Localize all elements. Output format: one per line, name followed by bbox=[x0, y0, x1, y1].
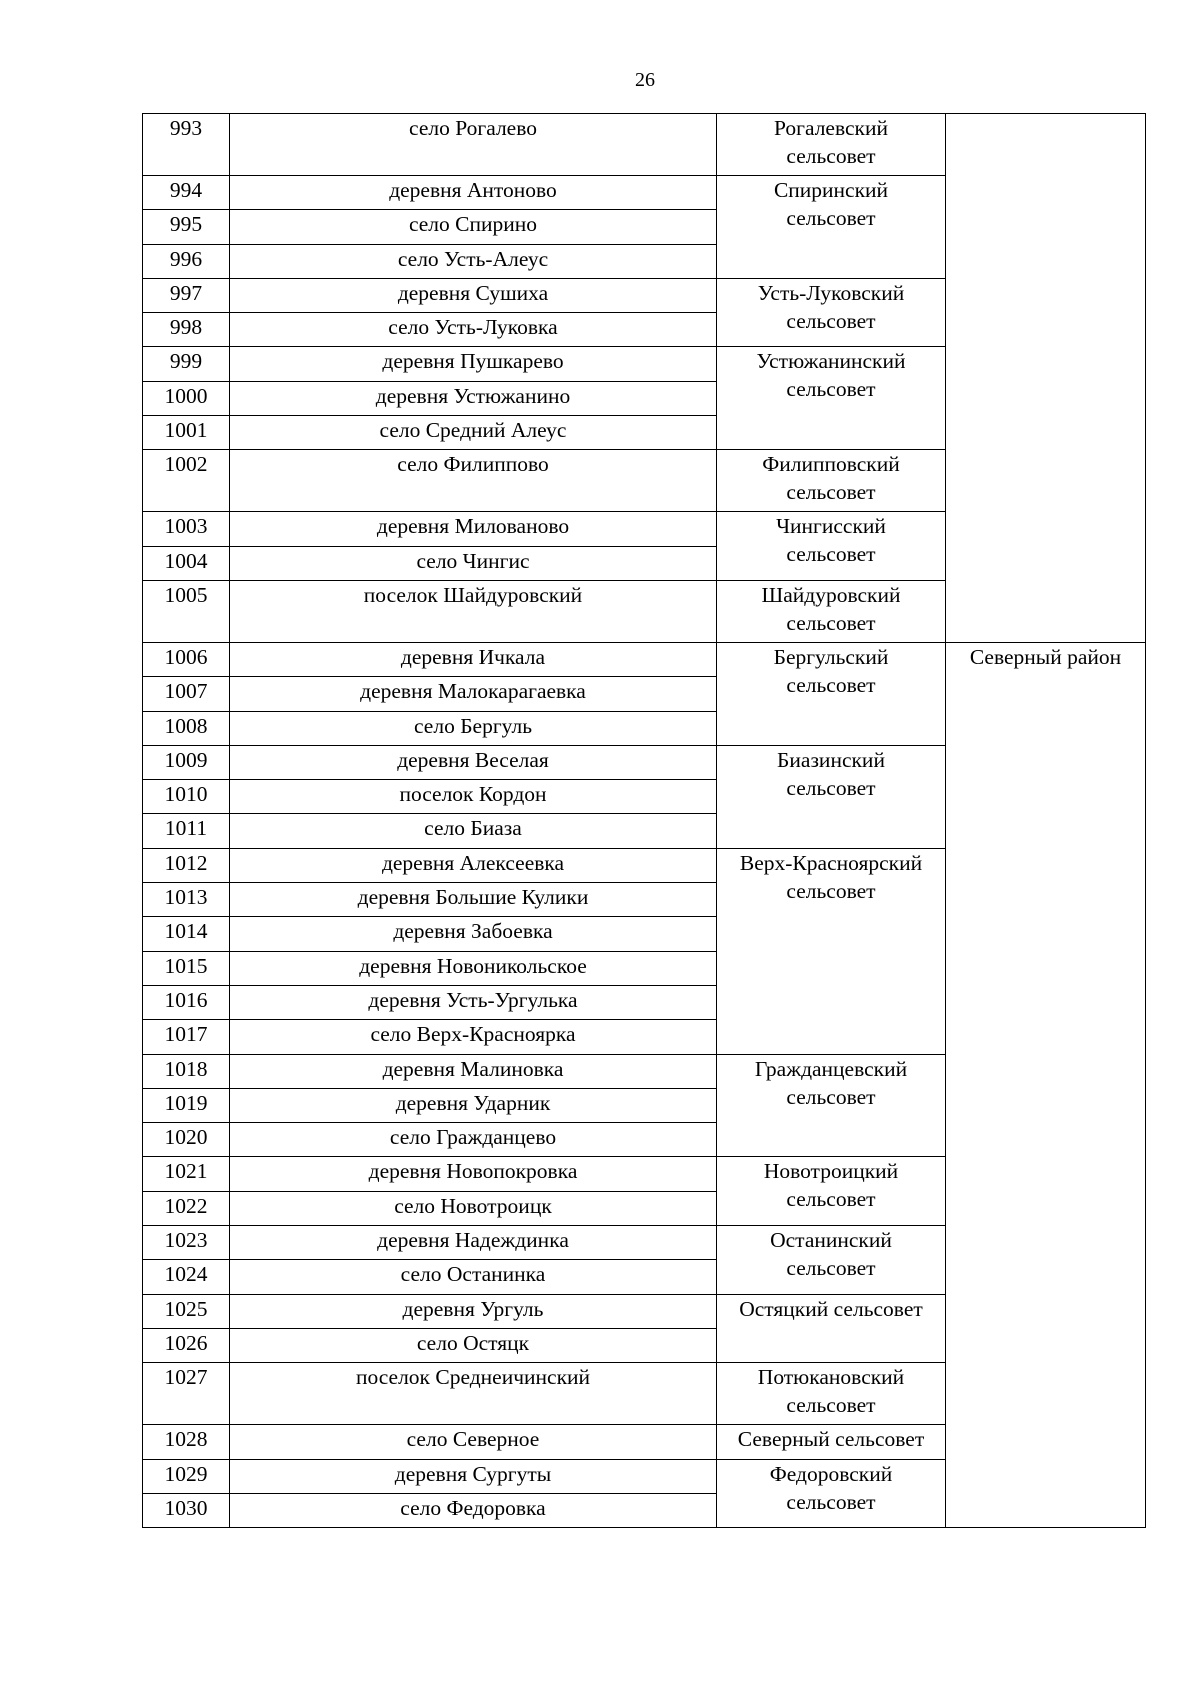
row-number: 1019 bbox=[143, 1088, 230, 1122]
council-suffix: сельсовет bbox=[786, 775, 876, 800]
council-name: Биазинский bbox=[777, 747, 885, 772]
row-number: 1027 bbox=[143, 1363, 230, 1425]
settlement-name: деревня Малокарагаевка bbox=[230, 677, 717, 711]
settlement-name: село Биаза bbox=[230, 814, 717, 848]
page-number: 26 bbox=[635, 69, 655, 91]
council-name: Остяцкий сельсовет bbox=[739, 1296, 923, 1321]
council-name: Усть-Луковский bbox=[757, 280, 905, 305]
settlement-name: деревня Ударник bbox=[230, 1088, 717, 1122]
settlement-name: село Гражданцево bbox=[230, 1123, 717, 1157]
row-number: 1028 bbox=[143, 1425, 230, 1459]
row-number: 1004 bbox=[143, 546, 230, 580]
council-suffix: сельсовет bbox=[786, 878, 876, 903]
settlement-name: деревня Надеждинка bbox=[230, 1226, 717, 1260]
village-council bbox=[717, 176, 946, 279]
row-number: 1017 bbox=[143, 1020, 230, 1054]
village-council bbox=[717, 1459, 946, 1528]
council-suffix: сельсовет bbox=[786, 377, 876, 402]
row-number: 1009 bbox=[143, 745, 230, 779]
settlement-name: деревня Ургуль bbox=[230, 1294, 717, 1328]
settlement-name: деревня Малиновка bbox=[230, 1054, 717, 1088]
row-number: 1024 bbox=[143, 1260, 230, 1294]
settlement-name: деревня Алексеевка bbox=[230, 848, 717, 882]
row-number: 1008 bbox=[143, 711, 230, 745]
settlement-name: поселок Шайдуровский bbox=[230, 580, 717, 642]
council-suffix: сельсовет bbox=[786, 480, 876, 505]
settlement-name: село Рогалево bbox=[230, 114, 717, 176]
settlement-name: село Бергуль bbox=[230, 711, 717, 745]
council-suffix: сельсовет bbox=[786, 1084, 876, 1109]
row-number: 1023 bbox=[143, 1226, 230, 1260]
council-name: Филипповский bbox=[762, 452, 900, 477]
settlement-name: деревня Новопокровка bbox=[230, 1157, 717, 1191]
village-council bbox=[717, 1054, 946, 1157]
settlement-name: деревня Сургуты bbox=[230, 1459, 717, 1493]
row-number: 1002 bbox=[143, 450, 230, 512]
council-name: Останинский bbox=[770, 1228, 892, 1253]
row-number: 1000 bbox=[143, 381, 230, 415]
council-suffix: сельсовет bbox=[786, 610, 876, 635]
council-name: Шайдуровский bbox=[761, 582, 901, 607]
district-cell: Северный район bbox=[946, 642, 1146, 1527]
row-number: 998 bbox=[143, 313, 230, 347]
district-cell bbox=[946, 114, 1146, 643]
settlement-name: село Останинка bbox=[230, 1260, 717, 1294]
village-council bbox=[717, 1425, 946, 1459]
council-name: Новотроицкий bbox=[763, 1159, 899, 1184]
row-number: 1021 bbox=[143, 1157, 230, 1191]
row-number: 1030 bbox=[143, 1493, 230, 1527]
council-name: Бергульский bbox=[773, 644, 889, 669]
council-name: Северный сельсовет bbox=[737, 1427, 925, 1452]
row-number: 1013 bbox=[143, 883, 230, 917]
council-name: Верх-Красноярский bbox=[739, 850, 923, 875]
settlement-name: деревня Пушкарево bbox=[230, 347, 717, 381]
council-name: Потюкановский bbox=[757, 1365, 905, 1390]
row-number: 1022 bbox=[143, 1191, 230, 1225]
row-number: 1025 bbox=[143, 1294, 230, 1328]
settlement-name: село Филиппово bbox=[230, 450, 717, 512]
council-suffix: сельсовет bbox=[786, 1256, 876, 1281]
settlement-name: деревня Милованово bbox=[230, 512, 717, 546]
row-number: 994 bbox=[143, 176, 230, 210]
row-number: 1005 bbox=[143, 580, 230, 642]
row-number: 1015 bbox=[143, 951, 230, 985]
row-number: 1016 bbox=[143, 985, 230, 1019]
row-number: 1006 bbox=[143, 642, 230, 676]
settlement-name: деревня Забоевка bbox=[230, 917, 717, 951]
row-number: 1010 bbox=[143, 780, 230, 814]
council-name: Рогалевский bbox=[773, 116, 889, 140]
settlements-table bbox=[142, 113, 1146, 1528]
row-number: 1007 bbox=[143, 677, 230, 711]
council-suffix: сельсовет bbox=[786, 1393, 876, 1418]
settlement-name: село Чингис bbox=[230, 546, 717, 580]
council-suffix: сельсовет bbox=[786, 206, 876, 230]
council-name: Федоровский bbox=[769, 1461, 893, 1486]
village-council bbox=[717, 642, 946, 745]
row-number: 1026 bbox=[143, 1328, 230, 1362]
village-council bbox=[717, 1363, 946, 1425]
row-number: 1029 bbox=[143, 1459, 230, 1493]
settlement-name: село Федоровка bbox=[230, 1493, 717, 1527]
row-number: 1018 bbox=[143, 1054, 230, 1088]
row-number: 1020 bbox=[143, 1123, 230, 1157]
settlement-name: деревня Усть-Ургулька bbox=[230, 985, 717, 1019]
settlement-name: деревня Новоникольское bbox=[230, 951, 717, 985]
table-row bbox=[143, 642, 1146, 676]
council-suffix: сельсовет bbox=[786, 1489, 876, 1514]
village-council bbox=[717, 1226, 946, 1295]
village-council bbox=[717, 580, 946, 642]
settlement-name: деревня Веселая bbox=[230, 745, 717, 779]
row-number: 1011 bbox=[143, 814, 230, 848]
village-council bbox=[717, 278, 946, 347]
council-name: Устюжанинский bbox=[756, 349, 906, 374]
row-number: 1001 bbox=[143, 416, 230, 450]
settlement-name: деревня Устюжанино bbox=[230, 381, 717, 415]
council-suffix: сельсовет bbox=[786, 672, 876, 697]
village-council bbox=[717, 1294, 946, 1363]
settlement-name: деревня Сушиха bbox=[230, 278, 717, 312]
village-council bbox=[717, 1157, 946, 1226]
settlement-name: село Спирино bbox=[230, 210, 717, 244]
settlement-name: село Новотроицк bbox=[230, 1191, 717, 1225]
settlement-name: село Остяцк bbox=[230, 1328, 717, 1362]
village-council bbox=[717, 114, 946, 176]
council-name: Спиринский bbox=[773, 178, 889, 202]
settlement-name: село Усть-Луковка bbox=[230, 313, 717, 347]
row-number: 999 bbox=[143, 347, 230, 381]
council-suffix: сельсовет bbox=[786, 144, 876, 168]
table-row bbox=[143, 114, 1146, 176]
village-council bbox=[717, 512, 946, 581]
settlement-name: село Северное bbox=[230, 1425, 717, 1459]
council-name: Чингисский bbox=[776, 514, 886, 539]
council-suffix: сельсовет bbox=[786, 1187, 876, 1212]
settlement-name: село Средний Алеус bbox=[230, 416, 717, 450]
row-number: 995 bbox=[143, 210, 230, 244]
row-number: 996 bbox=[143, 244, 230, 278]
settlement-name: село Усть-Алеус bbox=[230, 244, 717, 278]
settlement-name: деревня Большие Кулики bbox=[230, 883, 717, 917]
village-council bbox=[717, 450, 946, 512]
row-number: 1012 bbox=[143, 848, 230, 882]
settlement-name: село Верх-Красноярка bbox=[230, 1020, 717, 1054]
village-council bbox=[717, 347, 946, 450]
row-number: 993 bbox=[143, 114, 230, 176]
row-number: 997 bbox=[143, 278, 230, 312]
village-council bbox=[717, 745, 946, 848]
settlement-name: поселок Среднеичинский bbox=[230, 1363, 717, 1425]
row-number: 1014 bbox=[143, 917, 230, 951]
council-name: Гражданцевский bbox=[754, 1056, 908, 1081]
row-number: 1003 bbox=[143, 512, 230, 546]
council-suffix: сельсовет bbox=[786, 308, 876, 333]
settlement-name: деревня Антоново bbox=[230, 176, 717, 210]
council-suffix: сельсовет bbox=[786, 542, 876, 567]
settlement-name: поселок Кордон bbox=[230, 780, 717, 814]
settlement-name: деревня Ичкала bbox=[230, 642, 717, 676]
village-council bbox=[717, 848, 946, 1054]
